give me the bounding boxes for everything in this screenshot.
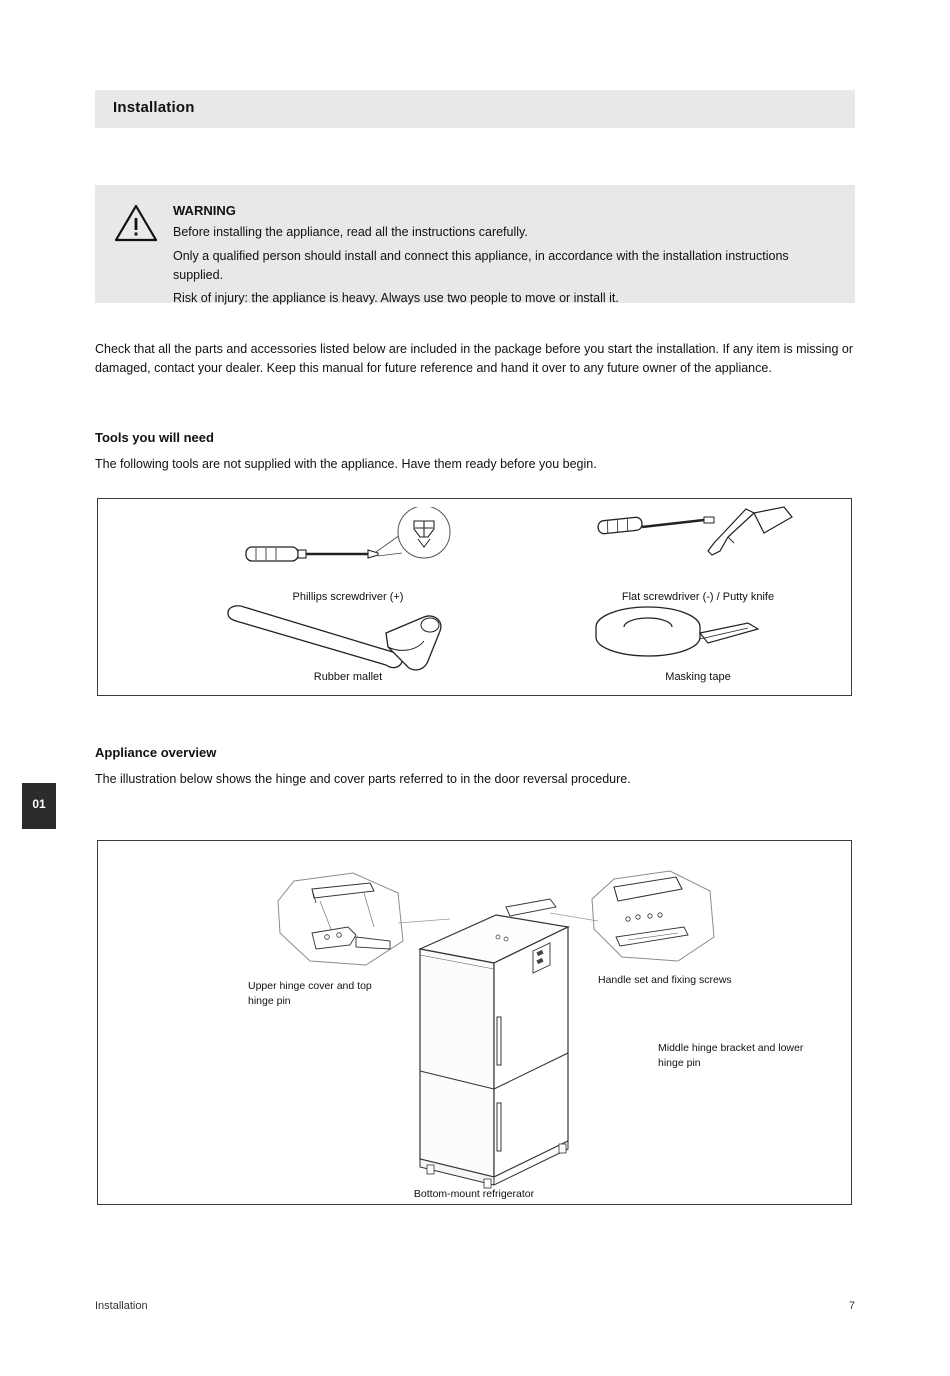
upper-door-handle <box>497 1017 501 1065</box>
flat-screwdriver-and-putty-knife-icon <box>578 503 828 588</box>
masking-tape-icon <box>588 599 828 669</box>
warning-triangle-icon <box>113 203 159 243</box>
intro-paragraph: Check that all the parts and accessories listed below are included in the package before you start the installation. If any item is missing or damaged, contact your dealer. Keep this manual for future reference and hand it over to any future owner of the appliance. <box>95 342 854 376</box>
refrigerator-body <box>420 915 568 1188</box>
detached-handle-part <box>506 899 556 916</box>
page-header-band <box>95 90 855 128</box>
callout-top-right-label: Handle set and fixing screws <box>598 974 732 986</box>
tools-figure <box>97 498 852 696</box>
lower-door-handle <box>497 1103 501 1151</box>
tools-heading: Tools you will need <box>95 430 214 445</box>
chapter-side-tab <box>22 783 56 829</box>
page-title: Installation <box>113 99 195 116</box>
figure-caption: Bottom-mount refrigerator <box>413 1188 535 1200</box>
callout-top-left-bubble <box>278 873 403 965</box>
tools-note: The following tools are not supplied with the appliance. Have them ready before you begin. <box>95 457 597 471</box>
page-footer <box>95 1300 855 1312</box>
refrigerator-diagram <box>98 841 851 1204</box>
callout-top-left-label: Upper hinge cover and top hinge pin <box>248 980 372 1007</box>
callout-bottom-right-label: Middle hinge bracket and lower hinge pin <box>658 1042 804 1069</box>
warning-line-3: Risk of injury: the appliance is heavy. Always use two people to move or install it. <box>173 291 619 306</box>
page-number: 7 <box>848 1300 855 1312</box>
parts-heading: Appliance overview <box>95 745 217 760</box>
warning-line-1: Before installing the appliance, read all the instructions carefully. <box>173 225 528 240</box>
rubber-mallet-icon <box>218 595 468 675</box>
footer-left-text: Installation <box>95 1300 148 1312</box>
appliance-overview-figure <box>97 840 852 1205</box>
warning-title: WARNING <box>173 203 236 218</box>
tool-caption-0: Phillips screwdriver (+) <box>292 591 404 603</box>
parts-note: The illustration below shows the hinge and cover parts referred to in the door reversal procedure. <box>95 772 631 786</box>
tool-caption-1: Flat screwdriver (-) / Putty knife <box>621 591 775 603</box>
tool-caption-2: Rubber mallet <box>313 671 383 683</box>
phillips-screwdriver-icon <box>228 507 468 592</box>
tool-caption-3: Masking tape <box>665 671 731 683</box>
callout-top-right-bubble <box>592 871 714 961</box>
warning-line-2: Only a qualified person should install and connect this appliance, in accordance with the installation instructions supplied. <box>173 248 789 282</box>
warning-callout-box <box>95 185 855 306</box>
chapter-side-tab-label: 01 <box>32 797 46 811</box>
warning-text-block <box>173 201 833 313</box>
